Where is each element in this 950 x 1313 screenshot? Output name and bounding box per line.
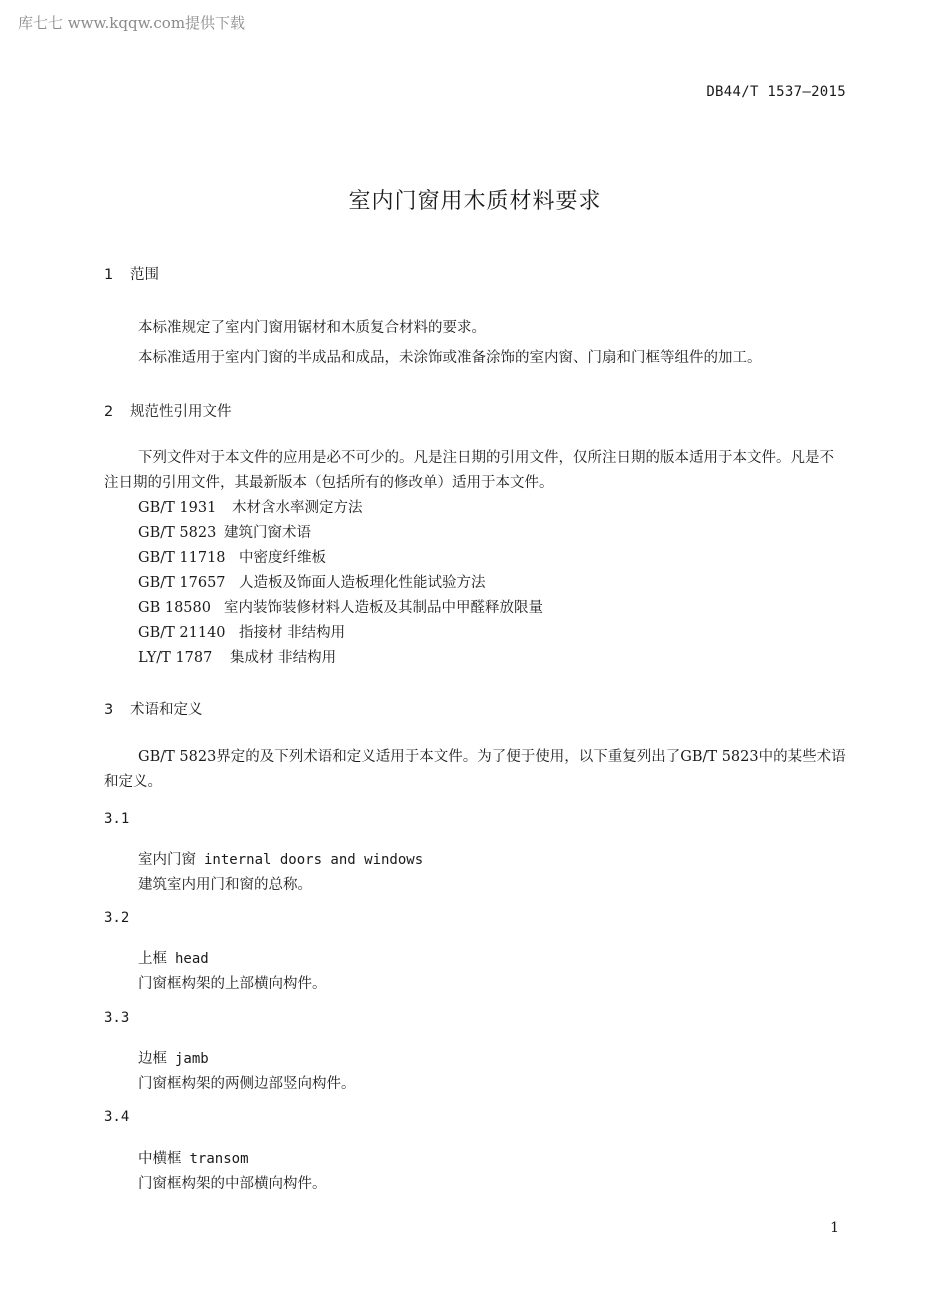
reference-item	[138, 596, 543, 617]
reference-item	[138, 571, 486, 592]
section-number: 2	[104, 404, 114, 420]
page-number: 1	[830, 1220, 839, 1236]
reference-code: GB/T 17657	[138, 575, 226, 591]
paragraph: 本标准适用于室内门窗的半成品和成品，未涂饰或准备涂饰的室内窗、门扇和门框等组件的加工。	[138, 350, 762, 366]
term-chinese: 边框	[138, 1051, 167, 1067]
term-english: transom	[189, 1151, 249, 1167]
reference-item	[138, 646, 336, 667]
reference-code: GB/T 1931	[138, 500, 217, 516]
section-heading-normative-references	[104, 400, 232, 421]
term-definition: 建筑室内用门和窗的总称。	[138, 877, 312, 893]
reference-code: GB 18580	[138, 600, 211, 616]
term-chinese: 室内门窗	[138, 852, 196, 868]
term-entry	[138, 1047, 209, 1068]
clause-number: 3.4	[104, 1109, 130, 1125]
term-english: internal doors and windows	[204, 852, 424, 868]
document-number: DB44/T 1537—2015	[706, 84, 846, 100]
section-heading-terms-and-definitions	[104, 698, 203, 719]
term-english: head	[175, 951, 209, 967]
term-entry	[138, 947, 209, 968]
clause-number: 3.3	[104, 1010, 130, 1026]
page-title: 室内门窗用木质材料要求	[348, 189, 602, 214]
term-english: jamb	[175, 1051, 209, 1067]
paragraph: 下列文件对于本文件的应用是必不可少的。凡是注日期的引用文件，仅所注日期的版本适用于本文件。凡是不注日期的引用文件，其最新版本（包括所有的修改单）适用于本文件。	[104, 450, 834, 491]
reference-item	[138, 496, 363, 517]
section-number: 3	[104, 702, 114, 718]
reference-title: 建筑门窗术语	[224, 525, 311, 541]
term-definition: 门窗框构架的上部横向构件。	[138, 976, 327, 992]
reference-title: 人造板及饰面人造板理化性能试验方法	[239, 575, 486, 591]
clause-number: 3.1	[104, 811, 130, 827]
term-definition: 门窗框构架的中部横向构件。	[138, 1176, 327, 1192]
term-entry	[138, 1147, 249, 1168]
reference-title: 集成材 非结构用	[230, 650, 337, 666]
watermark: 库七七 www.kqqw.com提供下载	[18, 14, 246, 32]
section-number: 1	[104, 267, 114, 283]
paragraph: 本标准规定了室内门窗用锯材和木质复合材料的要求。	[138, 320, 486, 336]
reference-item	[138, 521, 311, 542]
section-heading-scope	[104, 263, 159, 284]
section-title: 术语和定义	[130, 702, 203, 718]
section-title: 规范性引用文件	[130, 404, 232, 420]
term-chinese: 中横框	[138, 1151, 182, 1167]
term-definition: 门窗框构架的两侧边部竖向构件。	[138, 1076, 356, 1092]
reference-title: 室内装饰装修材料人造板及其制品中甲醛释放限量	[224, 600, 543, 616]
reference-code: GB/T 11718	[138, 550, 226, 566]
reference-title: 木材含水率测定方法	[232, 500, 363, 516]
clause-number: 3.2	[104, 910, 130, 926]
term-entry	[138, 848, 423, 869]
term-chinese: 上框	[138, 951, 167, 967]
reference-item	[138, 546, 326, 567]
reference-code: GB/T 5823	[138, 525, 217, 541]
section-title: 范围	[130, 267, 159, 283]
reference-title: 中密度纤维板	[239, 550, 326, 566]
reference-code: GB/T 21140	[138, 625, 226, 641]
reference-code: LY/T 1787	[138, 650, 213, 666]
reference-item	[138, 621, 345, 642]
reference-title: 指接材 非结构用	[239, 625, 346, 641]
paragraph: GB/T 5823界定的及下列术语和定义适用于本文件。为了便于使用，以下重复列出了GB/T 5823中的某些术语和定义。	[104, 749, 846, 790]
